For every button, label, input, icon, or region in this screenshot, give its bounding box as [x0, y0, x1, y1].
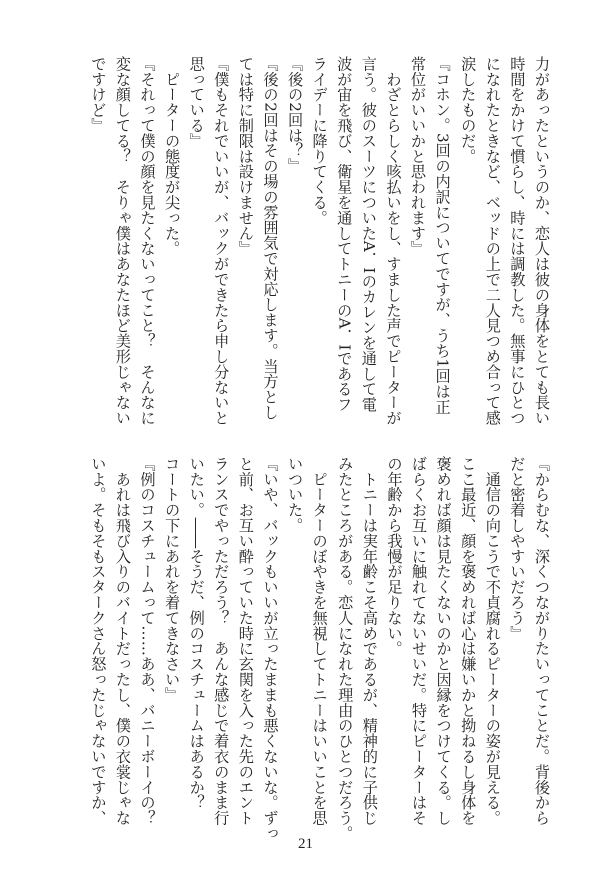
- text-column: 『後の2回はその場の雰囲気で対応します。当方とし: [261, 56, 280, 421]
- text-column: ばらくお互いに触れてないせいだ。特にピーターはそ: [410, 456, 429, 826]
- text-column: 『僕もそれでいいが、バックができたら申し分ないと: [212, 56, 231, 426]
- text-column: あれは飛び入りのバイトだったし、僕の衣裳じゃな: [113, 456, 132, 826]
- text-column: ランスでやっただろう？ あんな感じで着衣のまま行: [212, 456, 231, 826]
- top-text-block: [60, 56, 554, 426]
- text-column: 力があったというのか、恋人は彼の身体をとても長い: [533, 56, 551, 426]
- text-column: ては特に制限は設けません』: [236, 56, 255, 257]
- text-column: わざとらしく咳払いをし、すました声でピーターが: [384, 56, 403, 426]
- text-column: いたい。――そうだ、例のコスチュームはあるか？: [187, 456, 206, 811]
- text-column: 褒めれば顔は見たくないのかと因縁をつけてくる。し: [434, 456, 453, 826]
- text-column: 『コホン。3回の内訳についてですが、うち1回は正: [433, 56, 452, 415]
- text-column: 通信の向こうで不貞腐れるピーターの姿が見える。: [483, 456, 502, 826]
- text-column: ピーターのぼやきを無視してトニーはいいことを思: [310, 456, 329, 826]
- text-column: ここ最近、顔を褒めれば心は嫌いかと拗ねるし身体を: [459, 456, 478, 826]
- text-column: 『いや、バックもいいが立ったままも悪くないな。ずっ: [261, 456, 280, 841]
- text-column: ライデーに降りてくる。: [310, 56, 329, 226]
- text-column: 『例のコスチュームって……ああ、バニーボーイの？: [138, 456, 157, 826]
- text-column: 『それって僕の顔を見たくないってこと？ そんなに: [138, 56, 157, 426]
- text-column: 『からむな、深くつながりたいってことだ。背後から: [533, 456, 551, 826]
- text-column: 言う。彼のスーツについたA．Iのカレンを通して電: [359, 56, 378, 413]
- text-column: 涙したものだ。: [459, 56, 478, 164]
- text-column: トニーは実年齢こそ高めであるが、精神的に子供じ: [360, 456, 379, 826]
- text-column: 時間をかけて慣らし、時には調教した。無事にひとつ: [508, 56, 527, 426]
- bottom-text-block: [60, 456, 554, 841]
- text-column: みたところがある。恋人になれた理由のひとつだろう。: [336, 456, 355, 841]
- text-column: と前、お互い酔っていた時に玄関を入った先のエント: [236, 456, 255, 826]
- text-column: 波が宙を飛び、衛星を通してトニーのA．Iであるフ: [335, 56, 354, 413]
- text-column: ピーターの態度が尖った。: [163, 56, 182, 257]
- text-column: だと密着しやすいだろう』: [508, 456, 527, 641]
- text-column: 思っている』: [187, 56, 206, 149]
- text-column: 常位がいいかと思われます』: [409, 56, 428, 257]
- text-column: コートの下にあれを着てきなさい』: [163, 456, 182, 703]
- text-column: 変な顔してる？ そりゃ僕はあなたほど美形じゃない: [113, 56, 132, 426]
- text-column: の年齢から我慢が足りない。: [385, 456, 404, 657]
- text-column: いよ。そもそもスタークさん怒ったじゃないですか、: [89, 456, 108, 826]
- text-column: 『後の2回は？』: [286, 56, 305, 174]
- text-column: ですけど』: [89, 56, 108, 133]
- text-column: になれたときなど、ベッドの上で二人見つめ合って感: [483, 56, 502, 426]
- text-column: いついた。: [286, 456, 305, 533]
- page-number: 21: [298, 836, 313, 852]
